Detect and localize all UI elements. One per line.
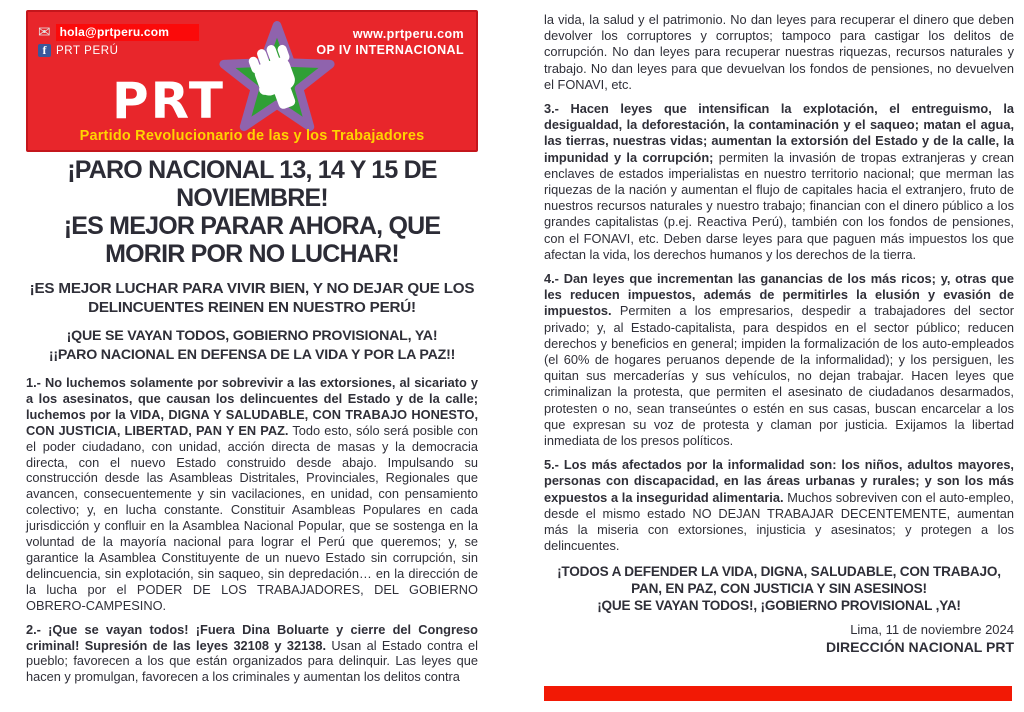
headline-line-1: ¡PARO NACIONAL 13, 14 Y 15 DE NOVIEMBRE! [67, 156, 437, 212]
paragraph-3-lead: 3.- Hacen leyes que intensifican la explotación, el entreguismo, la desigualdad, la deforestación, la contaminación y el saqueo; matan el agua, las tierras, nuestras vidas; aumentan la extorsión del Estado y de la calle, la impunidad y la corrupción; [544, 101, 1014, 165]
paragraph-2-continuation: la vida, la salud y el patrimonio. No dan leyes para recuperar el dinero que deben devolver los corruptores y corruptos; tampoco para castigar los delitos de corrupción. No dan leyes para recuperar nuestras riquezas, recursos naturales y trabajo. No dan leyes para que devuelvan los fondos de pensiones, no devuelven el FONAVI, etc. [544, 12, 1014, 92]
date-place: Lima, 11 de noviembre 2024 [850, 621, 1014, 637]
bottom-red-bar [544, 686, 1012, 701]
paragraph-2-text: Usan al Estado contra el pueblo; favorecen a los que están organizados para delinquir. Las leyes que hacen y promulgan, favorecen a los criminales y aumentan los delitos contra [26, 637, 479, 685]
paragraph-2-lead: 2.- ¡Que se vayan todos! ¡Fuera Dina Boluarte y cierre del Congreso criminal! Supresión de las leyes 32108 y 32138. [26, 621, 478, 653]
paragraph-4-lead: 4.- Dan leyes que incrementan las ganancias de los más ricos; y, otras que les reducen impuestos, además de permitirles la elusión y evasión de impuestos. [544, 271, 1014, 319]
paragraph-4-text: Permiten a los empresarios, despedir a trabajadores del sector privado; y, al Estado-capitalista, para despidos en el sector público; reducen derechos y beneficios en general; impiden la formalización de los auto-empleados (el 60% de hogares peruanos depende de la informalidad); y los persiguen, les quitan sus mercaderías y sus vehículos, no dejan trabajar. Hacen leyes que criminalizan la protesta, que permiten el asesinato de ciudadanos desarmados, protesten o no, sean transeúntes o estén en sus casas, buscan encarcelar a los que expresan su voz de protesta y claman por justicia. Exijamos la libertad inmediata de los presos políticos. [544, 303, 1014, 449]
contact-block [38, 24, 199, 60]
paragraph-1-lead: 1.- No luchemos solamente por sobrevivir a las extorsiones, al sicariato y a los asesinatos, que causan los delincuentes del Estado y de la calle; luchemos por la VIDA, DIGNA Y SALUDABLE, CON TRABAJO HONESTO, CON JUSTICIA, LIBERTAD, PAN Y EN PAZ. [26, 375, 478, 438]
org-affiliation: OP IV INTERNACIONAL [316, 43, 464, 57]
paragraph-5-text: Muchos sobreviven con el auto-empleo, desde el mismo estado NO DEJAN TRABAJAR DECENTEMENTE, aumentan más la miseria con extorsiones, injusticia y asesinatos; y protegen a los delincuentes. [544, 489, 1014, 554]
subhead-secondary [26, 327, 478, 365]
main-headline [26, 156, 478, 268]
facebook-row [38, 44, 199, 57]
subhead-slogan-1: ¡QUE SE VAYAN TODOS, GOBIERNO PROVISIONAL, YA! [66, 328, 438, 344]
facebook-handle: PRT PERÚ [56, 44, 119, 57]
website-url: www.prtperu.com [352, 27, 464, 41]
facebook-icon: f [38, 44, 51, 57]
left-column [26, 156, 478, 685]
headline-line-2: ¡ES MEJOR PARAR AHORA, QUE MORIR POR NO LUCHAR! [63, 212, 441, 268]
envelope-icon: ✉ [38, 24, 51, 41]
closing-slogans [544, 563, 1014, 614]
party-acronym: PRT [112, 72, 226, 130]
subhead-primary: ¡ES MEJOR LUCHAR PARA VIVIR BIEN, Y NO DEJAR QUE LOS DELINCUENTES REINEN EN NUESTRO PERÚ! [29, 280, 475, 316]
paragraph-2 [26, 622, 478, 686]
email-row [38, 24, 199, 41]
paragraph-4 [544, 271, 1014, 449]
left-body [26, 375, 478, 685]
paragraph-5 [544, 457, 1014, 554]
party-name: Partido Revolucionario de las y los Trabajadores [79, 128, 425, 144]
email-address: hola@prtperu.com [56, 24, 200, 41]
header-banner [26, 10, 478, 152]
right-column [544, 12, 1014, 655]
signature: DIRECCIÓN NACIONAL PRT [826, 638, 1014, 655]
star-fist-logo [216, 18, 338, 140]
paragraph-5-lead: 5.- Los más afectados por la informalidad son: los niños, adultos mayores, personas con discapacidad, en las áreas urbanas y rurales; y son los más expuestos a la inseguridad alimentaria. [544, 457, 1014, 505]
subhead-slogan-2: ¡¡PARO NACIONAL EN DEFENSA DE LA VIDA Y POR LA PAZ!! [48, 347, 456, 363]
banner-links [316, 26, 464, 58]
paragraph-1-text: Todo esto, sólo será posible con el poder ciudadano, con unidad, acción directa de masas y la democracia directa, con el nuevo Estado construido desde abajo. Impulsando su construcción desde las Asambleas Distritales, Provinciales, Regionales que avancen, consecuentemente y sin vacilaciones, en unidad, con pensamiento colectivo; y, en lucha constante. Constituir Asambleas Populares en cada jurisdicción y confluir en la Asamblea Nacional Popular, que se sostenga en la voluntad de la mayoría nacional para lograr el Perú que queremos; y, se garantice la Asamblea Constituyente de un nuevo Estado sin corrupción, sin delincuencia, sin explotación, sin saqueo, sin depredación… en la dirección de la lucha por el PODER DE LOS TRABAJADORES, DEL GOBIERNO OBRERO-CAMPESINO. [26, 422, 478, 613]
closing-slogan-1: ¡TODOS A DEFENDER LA VIDA, DIGNA, SALUDABLE, CON TRABAJO, PAN, EN PAZ, CON JUSTICIA Y SIN ASESINOS! [557, 563, 1001, 596]
closing-slogan-2: ¡QUE SE VAYAN TODOS!, ¡GOBIERNO PROVISIONAL ,YA! [597, 597, 961, 613]
paragraph-3 [544, 101, 1014, 263]
paragraph-3-text: permiten la invasión de tropas extranjeras y crean enclaves de estados imperialistas en nuestro territorio nacional; que merman las riquezas de la nación y aumentan el flujo de capitales hacia el extranjero, fruto de nuestros recursos naturales y nuestro trabajo; financian con el dinero público a los grandes capitalistas (p.ej. Reactiva Perú), también con los fondos de pensiones, con el FONAVI, etc. Deben darse leyes para que paguen más impuestos los que afectan la vida, los derechos humanos y los derechos de la tierra. [544, 149, 1014, 262]
paragraph-1 [26, 375, 478, 614]
